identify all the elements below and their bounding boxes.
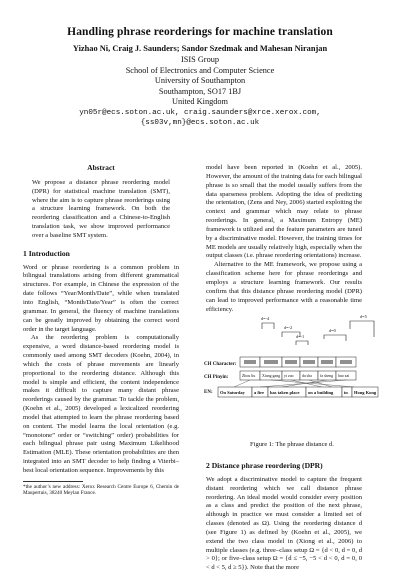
distance-arrows [262,321,374,345]
arrow-d-five [350,321,374,337]
abstract-heading: Abstract [87,163,115,172]
affiliation-line: University of Southampton [154,76,246,85]
arrow-d-minus-4 [262,323,274,329]
paper-title: Handling phrase reorderings for machine translation [67,26,333,38]
left-column [23,164,179,497]
character-row [240,357,356,367]
email-line: yn05r@ecs.soton.ac.uk, craig.saunders@xrce.xerox.com, [79,108,321,117]
affiliation-line: United Kingdom [172,97,228,106]
row-label-ch-pinyin: CH Pinyin: [204,375,229,380]
affiliation-line: School of Electronics and Computer Science [125,65,275,75]
english-phrase: On Saturday [220,390,245,395]
row-label-ch-character: CH Character: [204,362,237,367]
section-heading-introduction: 1 Introduction [23,248,70,258]
english-phrase: on a building [308,390,334,395]
pinyin-text: fa sheng [320,374,334,378]
email-line: {ss03v,mn}@ecs.soton.ac.uk [140,119,260,127]
pinyin-text: yi zuo [284,374,294,378]
intro-paragraph: Word or phrase reordering is a common problem in bilingual translations arising from different grammatical structures. For example, in Chinese the expression of the date follows “Year/Month/Date”, while when translated into English, “Month/Date/Year” is often the correct grammar. In general, the fluency of machine translations can be greatly improved by obtaining the correct word order in the target language. [23,263,179,333]
distance-label: d=-1 [296,334,305,339]
affiliation-line: Southampton, SO17 1BJ [158,86,242,96]
pinyin-text: Zhou liu [242,374,256,378]
english-phrase: has taken place [270,390,300,395]
section-2-block [206,462,362,573]
english-phrase: a fire [254,390,265,395]
affiliation-line: ISIS Group [180,55,220,64]
pinyin-text: Xiang gang [262,374,281,378]
author-list: Yizhao Ni, Craig J. Saunders; Sandor Szedmak and Mahesan Niranjan [72,44,328,53]
arrow-d-minus-1 [296,341,308,345]
alignment-lines [234,380,354,387]
distance-label: d=-2 [284,325,293,330]
section-heading-dpr: 2 Distance phrase reordering (DPR) [206,461,323,470]
footnote-divider [23,481,83,482]
row-label-en: EN: [204,390,213,395]
pinyin-text: huo zai [338,374,350,378]
distance-label: d=5 [360,314,367,319]
body-paragraph: model have been reported in (Koehn et al., 2005). However, the amount of the training data for each bilingual phrase is so small that the model usually suffers from the data sparseness problem. Adopting the idea of predicting the orientation, (Zens and Ney, 2006) started exploiting the context and grammar which may relate to phrase reorderings. In general, a Maximum Entropy (ME) framework is utilized and the feature parameters are tuned by a discriminative model. However, the training times for ME models are usually relatively high, especially when the output classes (i.e. phrase reordering orientations) increase. [206,164,362,260]
body-paragraph: Alternative to the ME framework, we propose using a classification scheme here for phrase reorderings and employs a structure learning framework. Our results confirm that this distance phrase reordering model (DPR) can lead to improved performance with a reasonable time efficiency. [206,261,362,313]
section-2-paragraph: We adopt a discriminative model to capture the frequent distant reordering which we call distance phrase reordering. An ideal model would consider every position as a class and predict the position of the next phrase, although in practice we must consider a limited set of classes (denoted as Ω). Using the reordering distance d (see Figure 1) as defined by (Koehn et al., 2005), we extend the two class model in (Xiong et al., 2006) to multiple classes (e.g. three–class setup Ω = {d < 0, d = 0, d > 0}; or five–class setup Ω = {d ≤ −5, −5 < d < 0, d = 0, 0 < d < 5, d ≥ 5}). Note that the more [206,475,362,572]
abstract-text: We propose a distance phrase reordering model (DPR) for statistical machine translation (SMT), where the aim is to capture phrase reorderings using a structure learning framework. On both the reordering classification and a Chinese-to-English translation task, we show improved performance over a baseline SMT system. [32,178,170,239]
english-phrase: in [344,390,348,395]
affiliation-block [0,55,400,129]
phrase-distance-figure [204,307,380,435]
right-column [206,164,362,314]
english-phrase: Hong Kong [354,390,377,395]
arrow-d-zero [324,335,346,341]
distance-label: d=0 [329,328,336,333]
distance-label: d=-4 [261,316,270,321]
figure-caption: Figure 1: The phrase distance d. [250,441,334,448]
footnote: *the author’s new address: Xerox Research Centre Europe 6, Chemin de Maupertuis, 38240 Meylan France. [23,483,179,497]
pinyin-text: da sha [302,374,312,378]
intro-paragraph: As the reordering problem is computationally expensive, a word distance-based reordering model is commonly used among SMT decoders (Koehn, 2004), in which the costs of phrase movements are linearly proportional to the reordering distance. Although this model is simple and efficient, the content independence makes it difficult to capture many distant phrase reorderings caused by the grammar. To tackle the problem, (Koehn et al., 2005) developed a lexicalized reordering model that attempted to learn the phrase reordering based on content. The model learns the local orientation (e.g. “monotone” order or “switching” order) probabilities for each bilingual phrase pair using Maximum Likelihood Estimation (MLE). These orientation probabilities are then integrated into an SMT decoder to help finding a Viterbi–best local orientation sequence. Improvements by this [23,334,179,474]
